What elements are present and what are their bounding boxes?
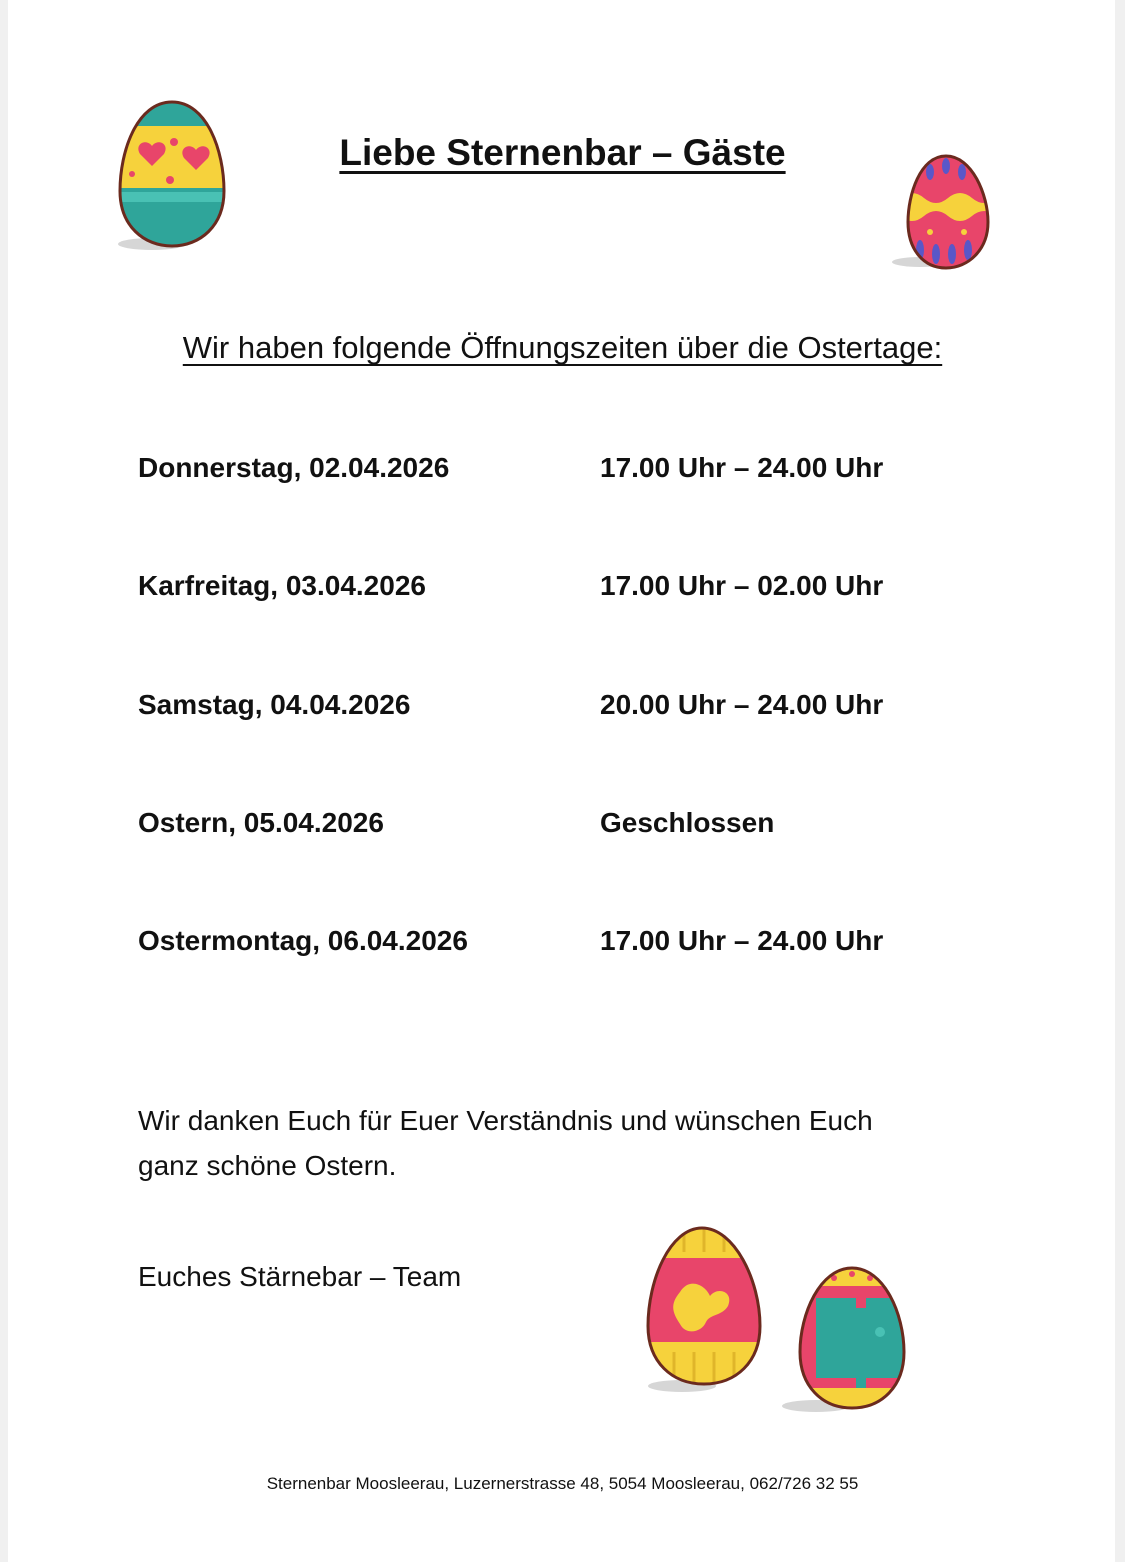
opening-hours-heading (0, 330, 1125, 366)
thanks-line-2: ganz schöne Ostern. (138, 1150, 397, 1181)
schedule-time: Geschlossen (600, 807, 775, 838)
schedule-day: Karfreitag, 03.04.2026 (138, 570, 426, 601)
schedule-time: 17.00 Uhr – 24.00 Uhr (600, 452, 884, 483)
schedule-row (138, 689, 998, 729)
schedule-day: Ostern, 05.04.2026 (138, 807, 384, 838)
schedule-day: Samstag, 04.04.2026 (138, 689, 411, 720)
schedule-day: Donnerstag, 02.04.2026 (138, 452, 450, 483)
thanks-line-1: Wir danken Euch für Euer Verständnis und wünschen Euch (138, 1105, 873, 1136)
footer-address: Sternenbar Moosleerau, Luzernerstrasse 48, 5054 Moosleerau, 062/726 32 55 (266, 1474, 859, 1493)
schedule-day: Ostermontag, 06.04.2026 (138, 925, 468, 956)
opening-hours-heading-text: Wir haben folgende Öffnungszeiten über die Ostertage: (182, 330, 943, 365)
easter-egg-teal-pink-icon (776, 1262, 912, 1418)
schedule-row (138, 452, 998, 492)
easter-egg-yellow-pink-icon (640, 1222, 770, 1398)
page-title-text: Liebe Sternenbar – Gäste (339, 132, 786, 173)
schedule-row (138, 925, 998, 965)
thanks-message (138, 1098, 998, 1188)
schedule-row (138, 570, 998, 610)
schedule-row (138, 807, 998, 847)
signature: Euches Stärnebar – Team (138, 1261, 462, 1292)
easter-egg-hearts-icon (112, 96, 232, 256)
schedule-time: 17.00 Uhr – 24.00 Uhr (600, 925, 884, 956)
page-title (0, 132, 1125, 174)
schedule-time: 17.00 Uhr – 02.00 Uhr (600, 570, 884, 601)
schedule-time: 20.00 Uhr – 24.00 Uhr (600, 689, 884, 720)
